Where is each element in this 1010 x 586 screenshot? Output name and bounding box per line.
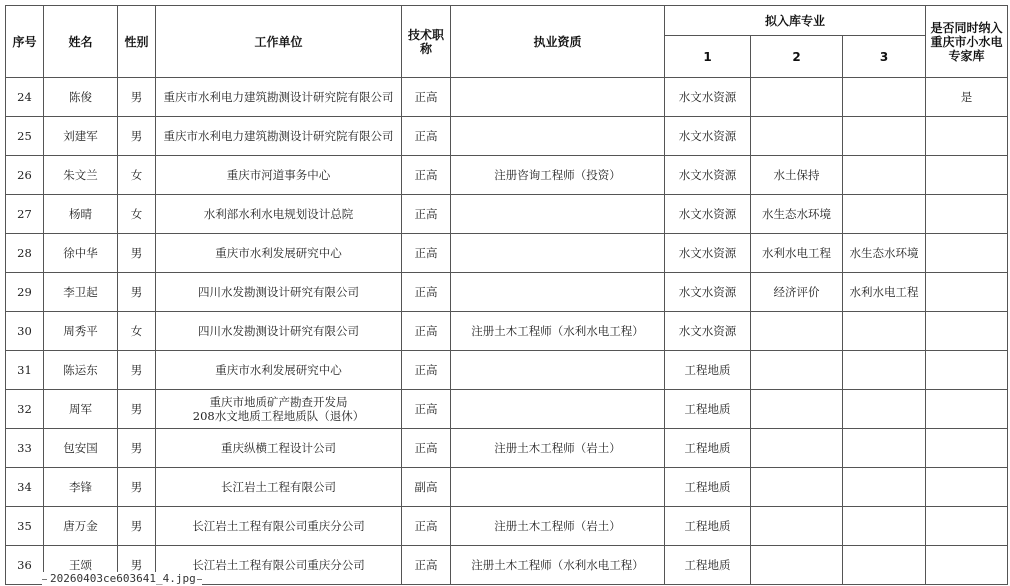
cell-seq: 36 (6, 546, 44, 585)
cell-employer: 重庆纵横工程设计公司 (156, 429, 402, 468)
cell-specialty-2: 经济评价 (751, 273, 843, 312)
cell-specialty-1: 水文水资源 (665, 117, 751, 156)
cell-specialty-3 (843, 195, 926, 234)
cell-cq-expert (926, 156, 1008, 195)
cell-qualification: 注册土木工程师（岩土） (451, 429, 665, 468)
cell-specialty-1: 水文水资源 (665, 273, 751, 312)
cell-specialty-1: 水文水资源 (665, 156, 751, 195)
cell-specialty-3 (843, 156, 926, 195)
cell-cq-expert (926, 390, 1008, 429)
cell-cq-expert (926, 312, 1008, 351)
cell-specialty-3 (843, 429, 926, 468)
cell-employer: 四川水发勘测设计研究有限公司 (156, 273, 402, 312)
table-row (6, 234, 1008, 273)
cell-name: 周秀平 (44, 312, 118, 351)
cell-gender: 男 (118, 468, 156, 507)
cell-cq-expert: 是 (926, 78, 1008, 117)
cell-specialty-3 (843, 312, 926, 351)
cell-specialty-3 (843, 78, 926, 117)
cell-title: 正高 (402, 156, 451, 195)
cell-specialty-3 (843, 507, 926, 546)
cell-gender: 男 (118, 117, 156, 156)
cell-specialty-3 (843, 117, 926, 156)
cell-seq: 32 (6, 390, 44, 429)
table-row (6, 195, 1008, 234)
cell-specialty-2 (751, 117, 843, 156)
cell-employer: 重庆市水利发展研究中心 (156, 351, 402, 390)
table-row (6, 351, 1008, 390)
cell-gender: 男 (118, 273, 156, 312)
cell-specialty-1: 水文水资源 (665, 312, 751, 351)
cell-qualification (451, 234, 665, 273)
cell-specialty-3 (843, 468, 926, 507)
cell-cq-expert (926, 546, 1008, 585)
cell-specialty-3: 水生态水环境 (843, 234, 926, 273)
cell-seq: 27 (6, 195, 44, 234)
cell-title: 正高 (402, 195, 451, 234)
cell-title: 正高 (402, 507, 451, 546)
header-cq-expert: 是否同时纳入重庆市小水电专家库 (926, 6, 1008, 78)
cell-employer: 长江岩土工程有限公司重庆分公司 (156, 546, 402, 585)
cell-name: 陈俊 (44, 78, 118, 117)
cell-cq-expert (926, 273, 1008, 312)
cell-title: 正高 (402, 390, 451, 429)
cell-seq: 29 (6, 273, 44, 312)
header-specialty-3: 3 (843, 36, 926, 78)
header-specialty-group: 拟入库专业 (665, 6, 926, 36)
cell-name: 徐中华 (44, 234, 118, 273)
header-specialty-1: 1 (665, 36, 751, 78)
header-seq: 序号 (6, 6, 44, 78)
cell-specialty-3 (843, 351, 926, 390)
cell-employer: 重庆市地质矿产勘查开发局 208水文地质工程地质队（退休） (156, 390, 402, 429)
cell-seq: 35 (6, 507, 44, 546)
cell-seq: 26 (6, 156, 44, 195)
cell-specialty-2: 水土保持 (751, 156, 843, 195)
cell-qualification (451, 78, 665, 117)
cell-specialty-2: 水利水电工程 (751, 234, 843, 273)
cell-name: 朱文兰 (44, 156, 118, 195)
header-employer: 工作单位 (156, 6, 402, 78)
cell-specialty-2 (751, 312, 843, 351)
cell-qualification (451, 273, 665, 312)
expert-table (5, 5, 1008, 585)
cell-specialty-1: 工程地质 (665, 507, 751, 546)
cell-specialty-3 (843, 390, 926, 429)
cell-specialty-3: 水利水电工程 (843, 273, 926, 312)
cell-title: 正高 (402, 117, 451, 156)
cell-gender: 男 (118, 429, 156, 468)
cell-employer: 重庆市河道事务中心 (156, 156, 402, 195)
cell-specialty-1: 工程地质 (665, 429, 751, 468)
cell-qualification (451, 351, 665, 390)
cell-specialty-2 (751, 78, 843, 117)
cell-title: 正高 (402, 351, 451, 390)
cell-gender: 男 (118, 507, 156, 546)
cell-name: 刘建军 (44, 117, 118, 156)
cell-employer: 长江岩土工程有限公司重庆分公司 (156, 507, 402, 546)
cell-cq-expert (926, 429, 1008, 468)
cell-cq-expert (926, 234, 1008, 273)
cell-title: 正高 (402, 273, 451, 312)
table-row (6, 273, 1008, 312)
cell-qualification: 注册土木工程师（岩土） (451, 507, 665, 546)
cell-qualification (451, 117, 665, 156)
cell-title: 正高 (402, 429, 451, 468)
cell-employer: 水利部水利水电规划设计总院 (156, 195, 402, 234)
cell-specialty-1: 水文水资源 (665, 234, 751, 273)
cell-title: 正高 (402, 78, 451, 117)
cell-gender: 女 (118, 156, 156, 195)
cell-qualification: 注册咨询工程师（投资） (451, 156, 665, 195)
cell-qualification (451, 195, 665, 234)
cell-title: 正高 (402, 546, 451, 585)
cell-specialty-1: 水文水资源 (665, 195, 751, 234)
cell-name: 周军 (44, 390, 118, 429)
table-row (6, 390, 1008, 429)
cell-specialty-2: 水生态水环境 (751, 195, 843, 234)
cell-specialty-3 (843, 546, 926, 585)
cell-employer: 重庆市水利发展研究中心 (156, 234, 402, 273)
cell-gender: 男 (118, 234, 156, 273)
image-caption: 20260403ce603641_4.jpg (42, 572, 202, 586)
cell-qualification: 注册土木工程师（水利水电工程） (451, 546, 665, 585)
cell-name: 李卫起 (44, 273, 118, 312)
cell-title: 正高 (402, 234, 451, 273)
cell-specialty-2 (751, 390, 843, 429)
cell-name: 王颂 (44, 546, 118, 585)
cell-specialty-1: 工程地质 (665, 390, 751, 429)
cell-seq: 31 (6, 351, 44, 390)
header-gender: 性别 (118, 6, 156, 78)
cell-gender: 女 (118, 312, 156, 351)
table-body (6, 78, 1008, 585)
table-row (6, 429, 1008, 468)
cell-seq: 34 (6, 468, 44, 507)
cell-gender: 男 (118, 546, 156, 585)
cell-gender: 男 (118, 78, 156, 117)
cell-employer: 重庆市水利电力建筑勘测设计研究院有限公司 (156, 117, 402, 156)
cell-specialty-2 (751, 507, 843, 546)
header-qualification: 执业资质 (451, 6, 665, 78)
cell-title: 正高 (402, 312, 451, 351)
cell-cq-expert (926, 117, 1008, 156)
cell-employer: 重庆市水利电力建筑勘测设计研究院有限公司 (156, 78, 402, 117)
cell-name: 包安国 (44, 429, 118, 468)
cell-specialty-2 (751, 546, 843, 585)
cell-specialty-1: 工程地质 (665, 546, 751, 585)
cell-seq: 33 (6, 429, 44, 468)
cell-specialty-1: 工程地质 (665, 468, 751, 507)
cell-cq-expert (926, 468, 1008, 507)
cell-specialty-2 (751, 351, 843, 390)
cell-specialty-1: 工程地质 (665, 351, 751, 390)
table-row (6, 78, 1008, 117)
cell-employer: 四川水发勘测设计研究有限公司 (156, 312, 402, 351)
cell-name: 杨晴 (44, 195, 118, 234)
cell-gender: 女 (118, 195, 156, 234)
table-row (6, 312, 1008, 351)
cell-specialty-1: 水文水资源 (665, 78, 751, 117)
cell-seq: 28 (6, 234, 44, 273)
cell-specialty-2 (751, 429, 843, 468)
table-row (6, 117, 1008, 156)
table-row (6, 156, 1008, 195)
header-title: 技术职称 (402, 6, 451, 78)
cell-qualification (451, 390, 665, 429)
cell-qualification (451, 468, 665, 507)
cell-cq-expert (926, 195, 1008, 234)
cell-name: 李锋 (44, 468, 118, 507)
header-specialty-2: 2 (751, 36, 843, 78)
cell-seq: 25 (6, 117, 44, 156)
cell-gender: 男 (118, 390, 156, 429)
cell-qualification: 注册土木工程师（水利水电工程） (451, 312, 665, 351)
cell-name: 唐万金 (44, 507, 118, 546)
cell-seq: 30 (6, 312, 44, 351)
cell-seq: 24 (6, 78, 44, 117)
cell-specialty-2 (751, 468, 843, 507)
cell-gender: 男 (118, 351, 156, 390)
cell-employer: 长江岩土工程有限公司 (156, 468, 402, 507)
cell-title: 副高 (402, 468, 451, 507)
cell-cq-expert (926, 351, 1008, 390)
table-row (6, 468, 1008, 507)
header-name: 姓名 (44, 6, 118, 78)
table-row (6, 507, 1008, 546)
cell-name: 陈运东 (44, 351, 118, 390)
cell-cq-expert (926, 507, 1008, 546)
